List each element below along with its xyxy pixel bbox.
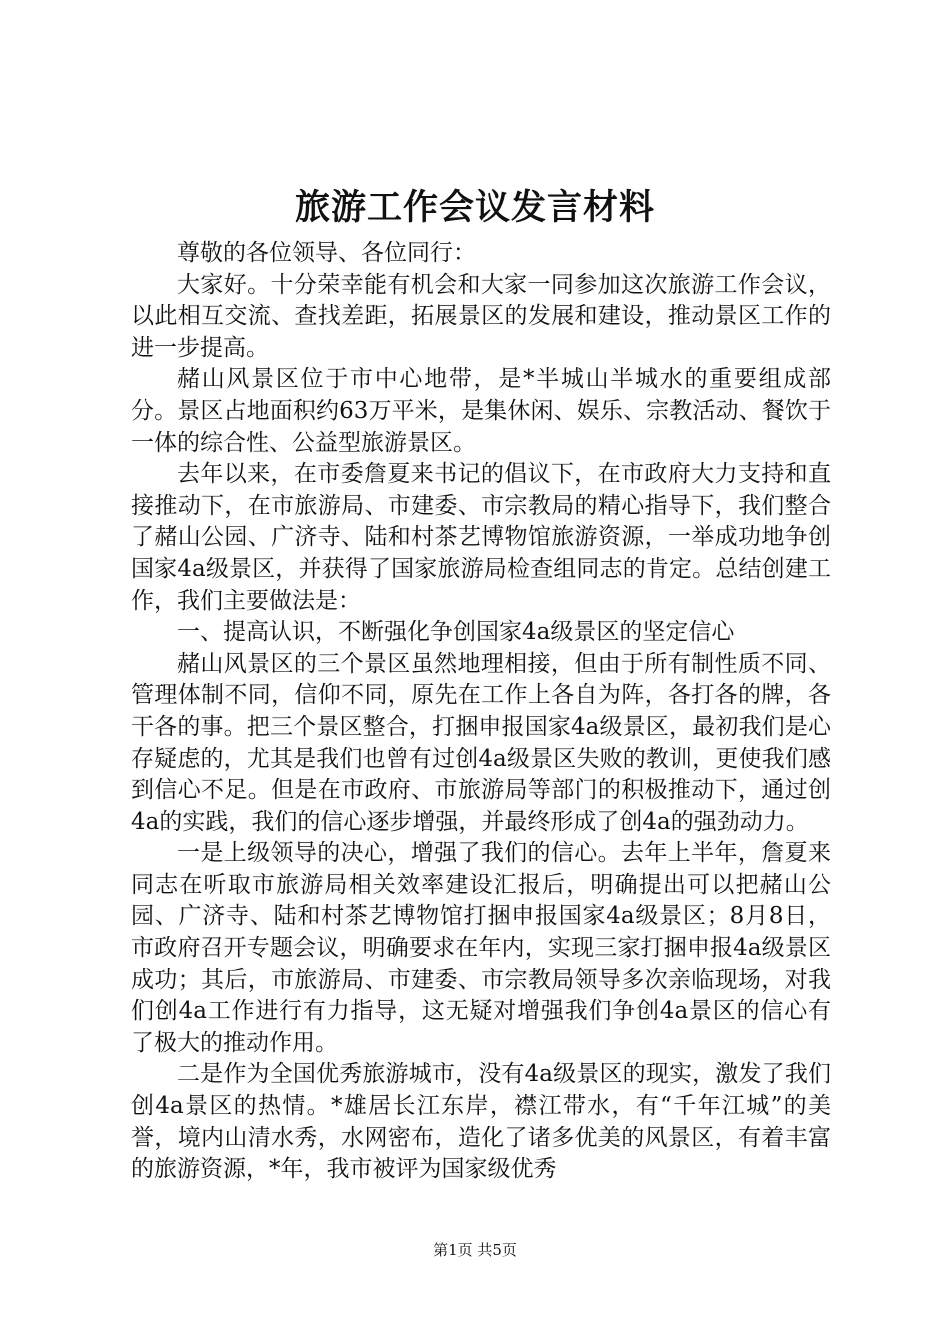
body-paragraph: 大家好。十分荣幸能有机会和大家一同参加这次旅游工作会议，以此相互交流、查找差距，拓展景区的发展和建设，推动景区工作的进一步提高。 <box>131 271 831 361</box>
section-heading: 一、提高认识，不断强化争创国家4a级景区的坚定信心 <box>177 619 735 646</box>
body-paragraph: 赭山风景区位于市中心地带，是*半城山半城水的重要组成部分。景区占地面积约63万平米，是集休闲、娱乐、宗教活动、餐饮于一体的综合性、公益型旅游景区。 <box>131 366 831 456</box>
body-paragraph: 去年以来，在市委詹夏来书记的倡议下，在市政府大力支持和直接推动下，在市旅游局、市建委、市宗教局的精心指导下，我们整合了赭山公园、广济寺、陆和村茶艺博物馆旅游资源，一举成功地争创国家4a级景区，并获得了国家旅游局检查组同志的肯定。总结创建工作，我们主要做法是： <box>131 461 831 614</box>
body-paragraph: 二是作为全国优秀旅游城市，没有4a级景区的现实，激发了我们创4a景区的热情。*雄居长江东岸，襟江带水，有“千年江城”的美誉，境内山清水秀，水网密布，造化了诸多优美的风景区，有着丰富的旅游资源，*年，我市被评为国家级优秀 <box>131 1061 831 1183</box>
body-paragraph: 一是上级领导的决心，增强了我们的信心。去年上半年，詹夏来同志在听取市旅游局相关效率建设汇报后，明确提出可以把赭山公园、广济寺、陆和村茶艺博物馆打捆申报国家4a级景区；8月8日，市政府召开专题会议，明确要求在年内，实现三家打捆申报4a级景区成功；其后，市旅游局、市建委、市宗教局领导多次亲临现场，对我们创4a工作进行有力指导，这无疑对增强我们争创4a景区的信心有了极大的推动作用。 <box>131 840 831 1056</box>
page-number-footer: 第1页 共5页 <box>433 1241 517 1259</box>
salutation-paragraph: 尊敬的各位领导、各位同行： <box>177 240 476 266</box>
document-title: 旅游工作会议发言材料 <box>294 187 655 228</box>
body-paragraph: 赭山风景区的三个景区虽然地理相接，但由于所有制性质不同、管理体制不同，信仰不同，原先在工作上各自为阵，各打各的牌，各干各的事。把三个景区整合，打捆申报国家4a级景区，最初我们是心存疑虑的，尤其是我们也曾有过创4a级景区失败的教训，更使我们感到信心不足。但是在市政府、市旅游局等部门的积极推动下，通过创4a的实践，我们的信心逐步增强，并最终形成了创4a的强劲动力。 <box>131 650 831 835</box>
document-body <box>131 238 831 1186</box>
